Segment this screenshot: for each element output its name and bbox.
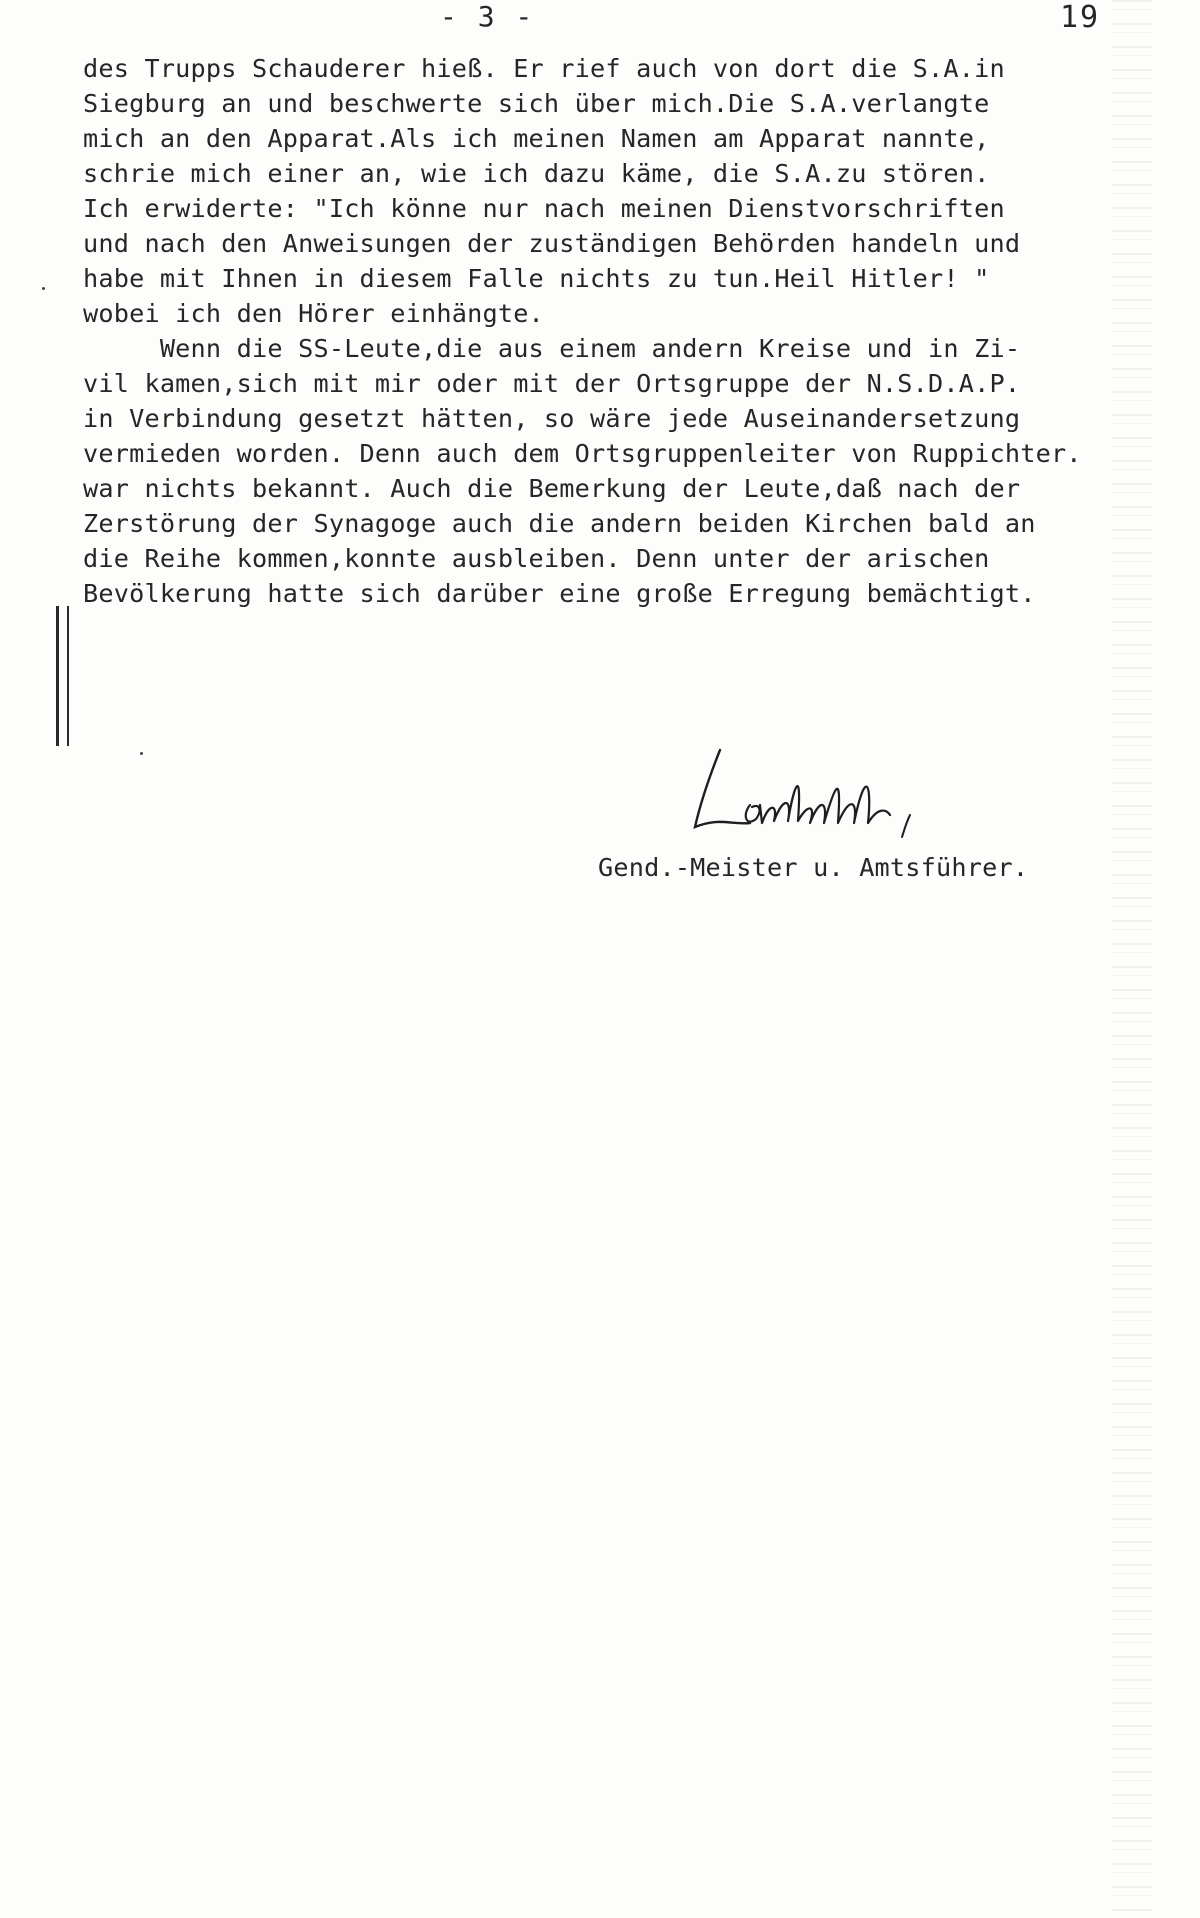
- text-line-15: die Reihe kommen,konnte ausbleiben. Denn unter der arischen: [83, 544, 990, 573]
- margin-bracket-mark: [56, 606, 69, 746]
- page-number: - 3 -: [440, 0, 535, 33]
- text-line-14: Zerstörung der Synagoge auch die andern beiden Kirchen bald an: [83, 509, 1036, 538]
- text-line-2: Siegburg an und beschwerte sich über mich.Die S.A.verlangte: [83, 89, 990, 118]
- text-line-3: mich an den Apparat.Als ich meinen Namen am Apparat nannte,: [83, 124, 990, 153]
- text-line-9: Wenn die SS-Leute,die aus einem andern Kreise und in Zi-: [83, 334, 1021, 363]
- stray-ink-dot: [140, 752, 143, 755]
- text-line-1: des Trupps Schauderer hieß. Er rief auch von dort die S.A.in: [83, 54, 1005, 83]
- text-line-11: in Verbindung gesetzt hätten, so wäre jede Auseinandersetzung: [83, 404, 1021, 433]
- signatory-title: Gend.-Meister u. Amtsführer.: [598, 853, 1029, 882]
- archive-number: 19: [1060, 0, 1101, 35]
- handwritten-signature: [690, 745, 930, 840]
- text-line-16: Bevölkerung hatte sich darüber eine große Erregung bemächtigt.: [83, 579, 1036, 608]
- text-line-6: und nach den Anweisungen der zuständigen Behörden handeln und: [83, 229, 1021, 258]
- text-line-4: schrie mich einer an, wie ich dazu käme, die S.A.zu stören.: [83, 159, 990, 188]
- text-line-7: habe mit Ihnen in diesem Falle nichts zu tun.Heil Hitler! ": [83, 264, 990, 293]
- text-line-10: vil kamen,sich mit mir oder mit der Ortsgruppe der N.S.D.A.P.: [83, 369, 1021, 398]
- scan-edge-noise: [1112, 0, 1152, 1918]
- text-line-8: wobei ich den Hörer einhängte.: [83, 299, 544, 328]
- stray-ink-dot: [42, 287, 45, 290]
- text-line-12: vermieden worden. Denn auch dem Ortsgruppenleiter von Ruppichter.: [83, 439, 1082, 468]
- text-line-13: war nichts bekannt. Auch die Bemerkung der Leute,daß nach der: [83, 474, 1021, 503]
- text-line-5: Ich erwiderte: "Ich könne nur nach meinen Dienstvorschriften: [83, 194, 1005, 223]
